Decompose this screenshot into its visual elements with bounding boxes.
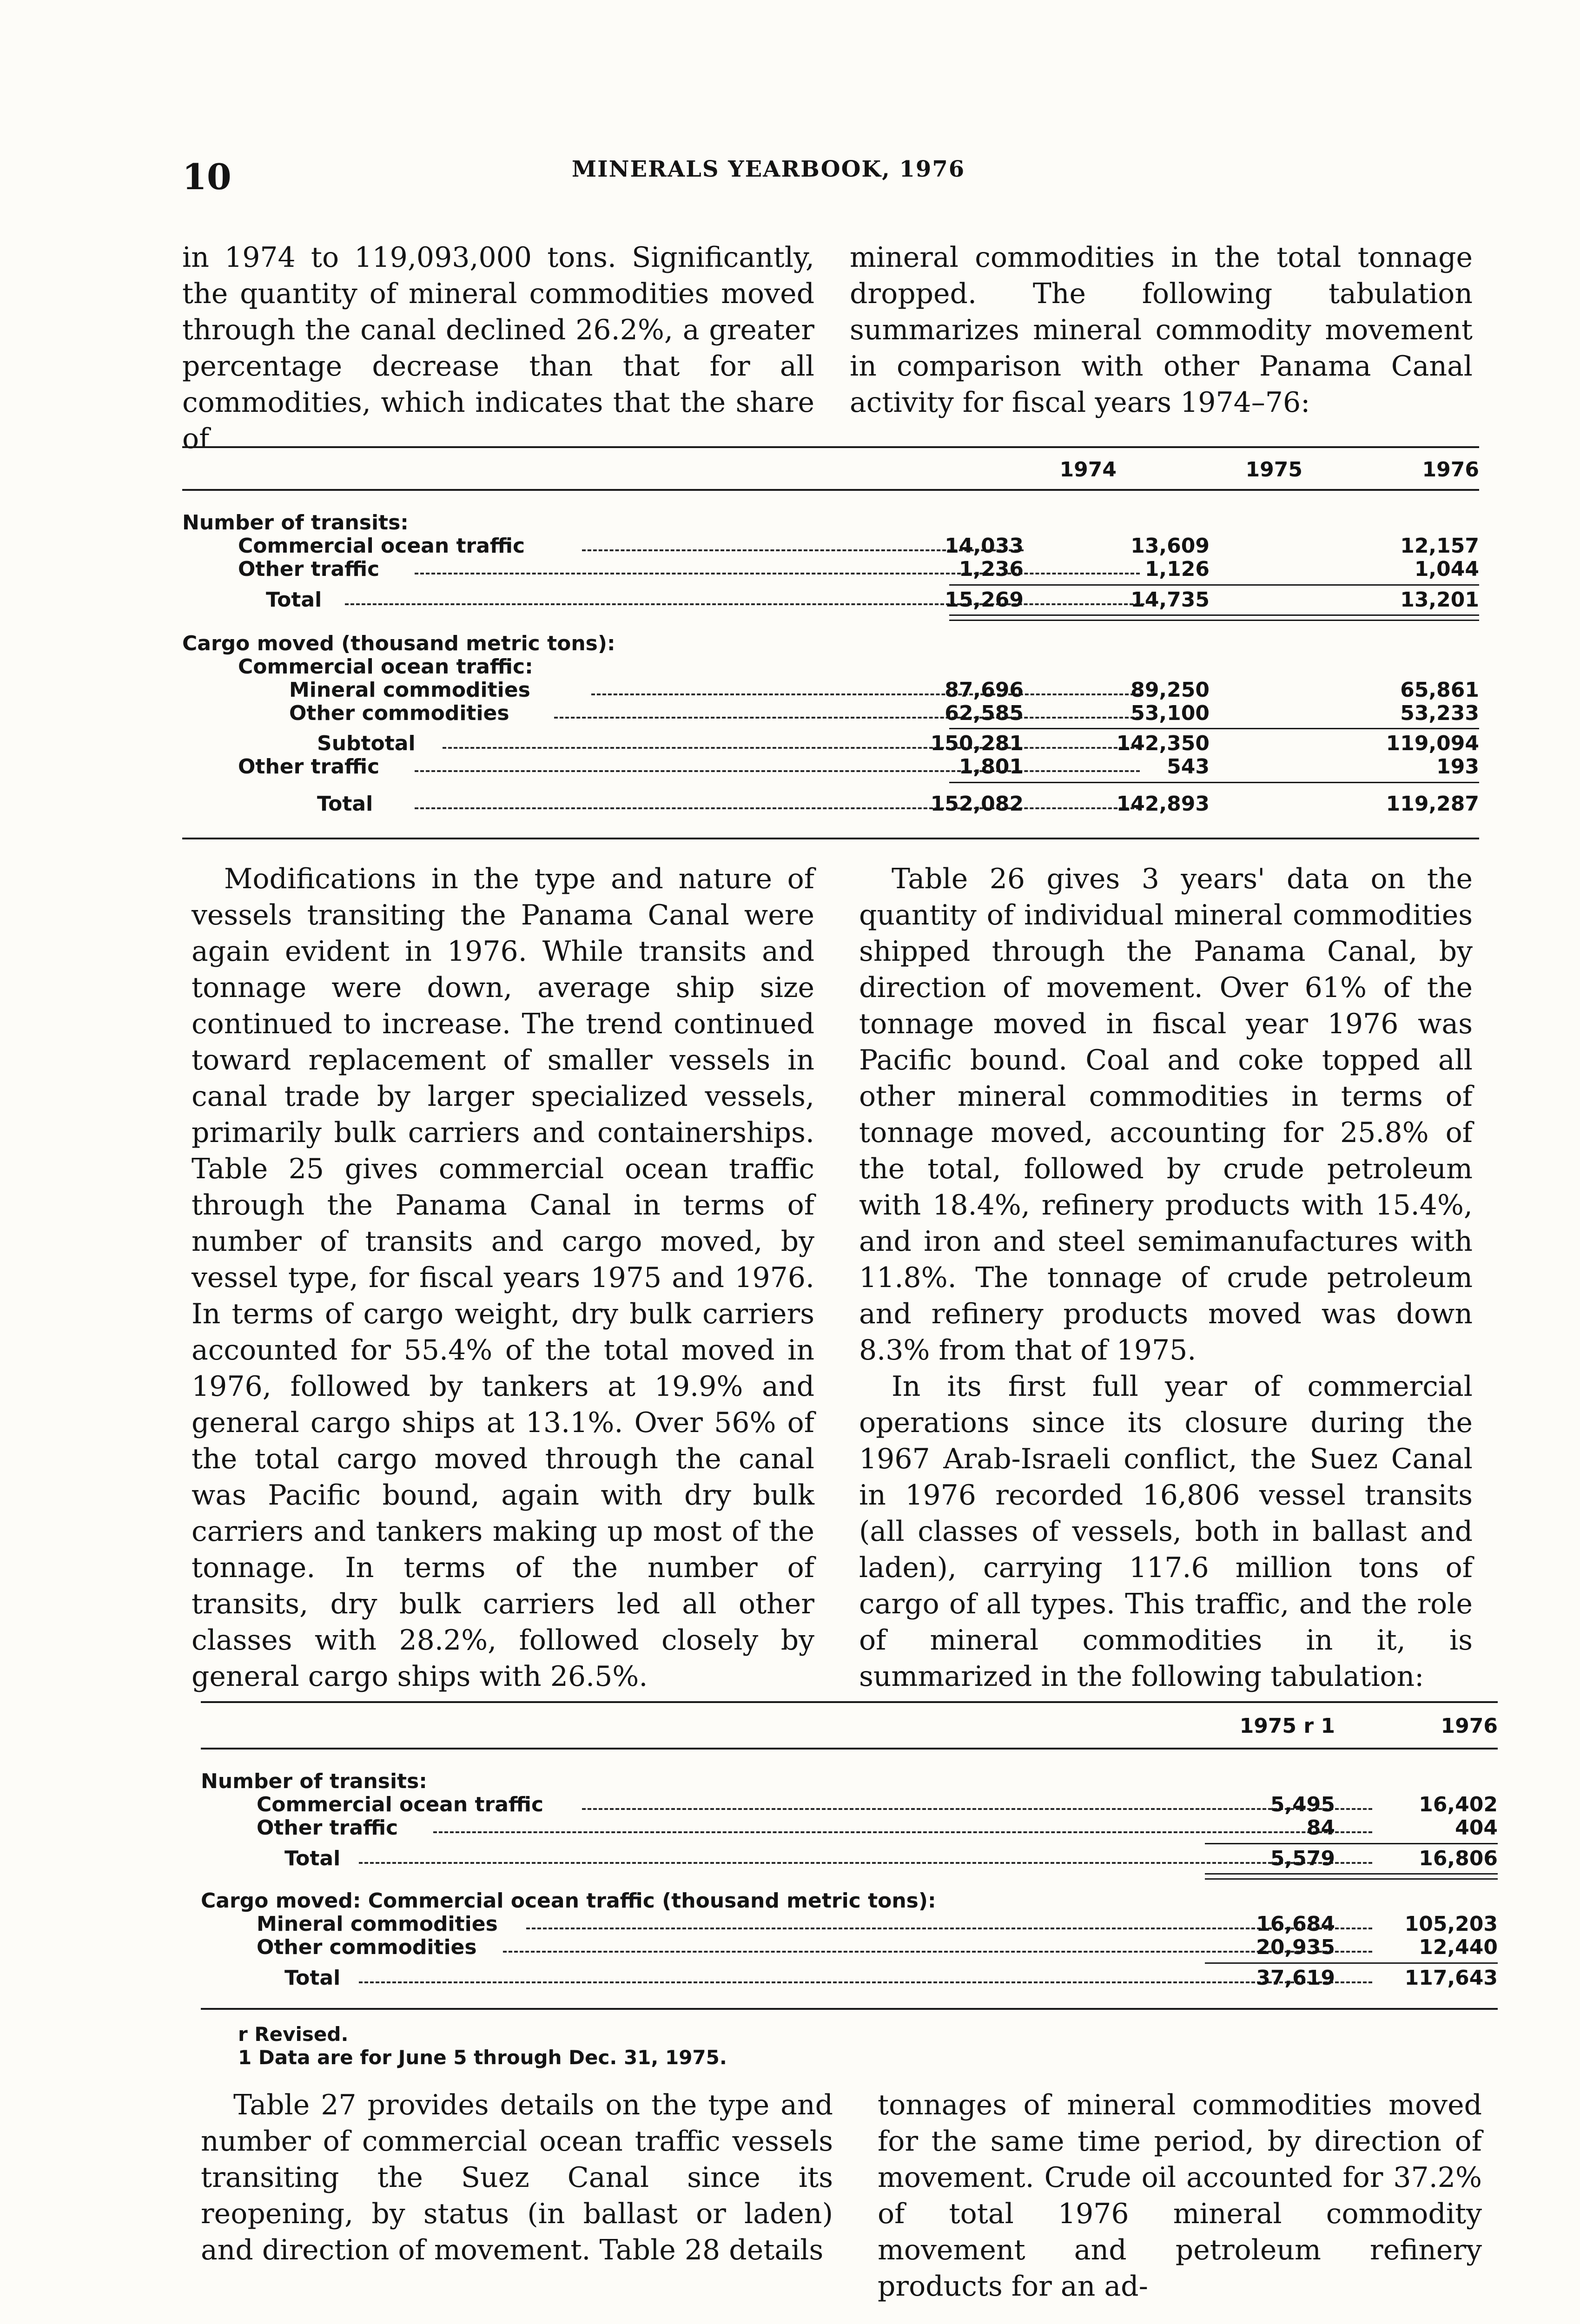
t1-cell: 53,233	[1400, 701, 1479, 725]
t2-cell: 404	[1455, 1816, 1498, 1840]
t1-label: Total	[266, 588, 322, 612]
t1-cell: 152,082	[930, 792, 1024, 816]
t1-cell: 62,585	[945, 701, 1024, 725]
t1-cell: 14,735	[1130, 588, 1210, 612]
text-col1: in 1974 to 119,093,000 tons. Significantly, the quantity of mineral commodities moved through the canal declined 26.2%, a greater percentage decrease than that for all commodities, which indicates that the share of	[182, 241, 814, 455]
t1-row-other	[182, 558, 1479, 581]
t2-cell: 16,402	[1419, 1793, 1498, 1816]
t1-row-mineral	[182, 679, 1479, 702]
t1-commercial-heading: Commercial ocean traffic:	[238, 655, 533, 679]
paragraph-col6	[878, 2087, 1482, 2304]
footnote-1: 1 Data are for June 5 through Dec. 31, 1975.	[238, 2046, 727, 2069]
t2-header-1975: 1975 r 1	[1239, 1714, 1335, 1738]
t2-label: Commercial ocean traffic	[257, 1793, 544, 1816]
t1-cell: 13,609	[1130, 534, 1210, 558]
t1-cell: 12,157	[1400, 534, 1479, 558]
text-col4a: Table 26 gives 3 years' data on the quantity of individual mineral commodities shipped through the Panama Canal, by direction of movement. Over 61% of the tonnage moved in fiscal year 1976 was Pacific bound. Coal and coke topped all other mineral commodities in terms of tonnage moved, accounting for 25.8% of the total, followed by crude petroleum with 18.4%, refinery products with 15.4%, and iron and steel semimanufactures with 11.8%. The tonnage of crude petroleum and refinery products moved was down 8.3% from that of 1975.	[859, 863, 1473, 1367]
footnote-revised: r Revised.	[238, 2023, 349, 2046]
t1-row-total-cargo	[182, 792, 1479, 816]
t1-cell: 142,350	[1116, 732, 1210, 755]
t2-cell: 20,935	[1256, 1935, 1335, 1959]
page-number: 10	[182, 156, 231, 198]
paragraph-col2	[850, 239, 1473, 421]
t1-cell: 87,696	[945, 678, 1024, 702]
paragraph-col3	[192, 861, 814, 1695]
t2-cell: 5,579	[1270, 1847, 1335, 1870]
t1-cell: 14,033	[945, 534, 1024, 558]
t1-row-total-transits	[182, 588, 1479, 612]
text-col2: mineral commodities in the total tonnage dropped. The following tabulation summarizes mineral commodity movement in comparison with other Panama Canal activity for fiscal years 1974–76:	[850, 241, 1473, 419]
t2-cell: 105,203	[1404, 1912, 1498, 1936]
panama-canal-table	[182, 446, 1479, 846]
text-col3: Modifications in the type and nature of vessels transiting the Panama Canal were again evident in 1976. While transits and tonnage were down, average ship size continued to increase. The trend continued toward replacement of smaller vessels in canal trade by larger specialized vessels, primarily bulk carriers and containerships. Table 25 gives commercial ocean traffic through the Panama Canal in terms of number of transits and cargo moved, by vessel type, for fiscal years 1975 and 1976. In terms of cargo weight, dry bulk carriers accounted for 55.4% of the total moved in 1976, followed by tankers at 19.9% and general cargo ships at 13.1%. Over 56% of the total cargo moved through the canal was Pacific bound, again with dry bulk carriers and tankers making up most of the tonnage. In terms of the number of transits, dry bulk carriers led all other classes with 28.2%, followed closely by general cargo ships with 26.5%.	[192, 863, 814, 1693]
text-col6: tonnages of mineral commodities moved for the same time period, by direction of movement. Crude oil accounted for 37.2% of total 1976 mineral commodity movement and petroleum refinery products for an ad-	[878, 2089, 1482, 2303]
text-col4b: In its first full year of commercial operations since its closure during the 1967 Arab-Israeli conflict, the Suez Canal in 1976 recorded 16,806 vessel transits (all classes of vessels, both in ballast and laden), carrying 117.6 million tons of cargo of all types. This traffic, and the role of mineral commodities in it, is summarized in the following tabulation:	[859, 1370, 1473, 1693]
running-head: MINERALS YEARBOOK, 1976	[572, 156, 965, 182]
t1-cell: 1,236	[959, 557, 1024, 581]
t2-label: Other traffic	[257, 1816, 398, 1840]
t2-row-other	[201, 1816, 1498, 1840]
t1-row-other-commodities	[182, 702, 1479, 725]
t1-cell: 119,287	[1386, 792, 1479, 816]
t1-label: Total	[317, 792, 373, 816]
t2-row-total-transits	[201, 1847, 1498, 1870]
text-col5: Table 27 provides details on the type and number of commercial ocean traffic vessels transiting the Suez Canal since its reopening, by status (in ballast or laden) and direction of movement. Table 28 details	[201, 2089, 833, 2266]
t1-cell: 13,201	[1400, 588, 1479, 612]
paragraph-col5	[201, 2087, 833, 2268]
t1-cell: 193	[1436, 755, 1479, 779]
t2-cell: 117,643	[1404, 1966, 1498, 1990]
paragraph-col1	[182, 239, 814, 457]
t2-row-total-cargo	[201, 1967, 1498, 1990]
t2-cell: 37,619	[1256, 1966, 1335, 1990]
t1-cell: 150,281	[930, 732, 1024, 755]
t2-label: Total	[284, 1966, 341, 1990]
t2-label: Mineral commodities	[257, 1912, 498, 1936]
t2-cell: 84	[1306, 1816, 1335, 1840]
t1-header-1974: 1974	[1059, 458, 1117, 482]
t1-label: Mineral commodities	[289, 678, 530, 702]
t2-cargo-heading: Cargo moved: Commercial ocean traffic (thousand metric tons):	[201, 1889, 936, 1913]
t2-cell: 12,440	[1419, 1935, 1498, 1959]
t1-cell: 1,044	[1414, 557, 1479, 581]
t2-transits-heading: Number of transits:	[201, 1769, 427, 1793]
t1-label: Commercial ocean traffic	[238, 534, 525, 558]
t1-label: Other traffic	[238, 755, 380, 779]
t1-label: Other commodities	[289, 701, 509, 725]
t1-cell: 15,269	[945, 588, 1024, 612]
t2-row-other-commodities	[201, 1936, 1498, 1959]
t1-cell: 1,126	[1144, 557, 1210, 581]
t1-label: Other traffic	[238, 557, 380, 581]
t1-label: Subtotal	[317, 732, 416, 755]
t1-row-commercial	[182, 535, 1479, 558]
t1-row-other-traffic-cargo	[182, 755, 1479, 779]
t1-cargo-heading: Cargo moved (thousand metric tons):	[182, 632, 615, 655]
t1-header-1976: 1976	[1422, 458, 1479, 482]
t2-row-commercial	[201, 1793, 1498, 1816]
t2-cell: 16,806	[1419, 1847, 1498, 1870]
t2-label: Total	[284, 1847, 341, 1870]
t1-row-subtotal	[182, 732, 1479, 755]
t1-cell: 65,861	[1400, 678, 1479, 702]
paragraph-col4	[859, 861, 1473, 1695]
t2-cell: 16,684	[1256, 1912, 1335, 1936]
t2-row-mineral	[201, 1913, 1498, 1936]
t1-cell: 89,250	[1130, 678, 1210, 702]
t1-cell: 53,100	[1130, 701, 1210, 725]
t1-transits-heading: Number of transits:	[182, 511, 409, 535]
t2-label: Other commodities	[257, 1935, 477, 1959]
t1-header-1975: 1975	[1245, 458, 1302, 482]
t2-cell: 5,495	[1270, 1793, 1335, 1816]
t1-cell: 543	[1167, 755, 1210, 779]
t1-cell: 142,893	[1116, 792, 1210, 816]
t1-cell: 1,801	[959, 755, 1024, 779]
t1-cell: 119,094	[1386, 732, 1479, 755]
t2-header-1976: 1976	[1441, 1714, 1498, 1738]
suez-canal-table	[201, 1701, 1498, 2017]
